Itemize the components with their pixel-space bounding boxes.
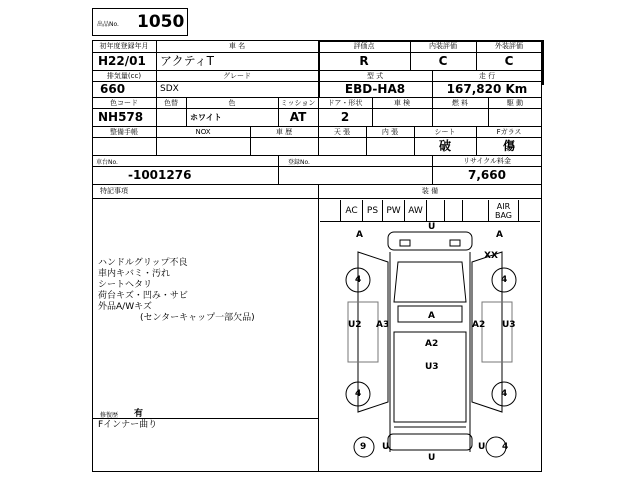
first-registration: H22/01 [98, 54, 146, 68]
note-line: 車内キバミ・汚れ [98, 269, 171, 279]
mark-rear-u1: U [382, 442, 390, 452]
recycle-fee-label: リサイクル料金 [462, 157, 512, 165]
mark-left-u2: U2 [348, 320, 362, 330]
equipment-slot [426, 200, 444, 222]
windshield-label: Fガラス [496, 128, 522, 136]
note-line: (センターキャップ一部欠品) [140, 313, 255, 323]
equipment-aw: AW [404, 200, 426, 222]
mark-front-left-a: A [356, 230, 363, 240]
note-line: シートヘタリ [98, 280, 153, 290]
repair-detail: Fインナー曲り [98, 420, 158, 430]
mark-rear-4: 4 [502, 442, 509, 452]
exterior-grade: C [504, 54, 514, 68]
lot-number-label: 出品No. [97, 21, 119, 28]
car-name-label: 車 名 [228, 42, 246, 50]
drive-label: 駆 動 [506, 99, 524, 107]
maintenance-book-label: 整備手帳 [110, 128, 138, 136]
mission-label: ミッション [280, 99, 316, 107]
interior-grade: C [438, 54, 448, 68]
equipment-label: 装 備 [421, 187, 439, 195]
mark-bed-u3: U3 [425, 362, 439, 372]
color-label: 色 [228, 99, 236, 107]
notes-label: 特記事項 [100, 187, 128, 195]
mark-xx: XX [484, 251, 498, 261]
note-line: ハンドルグリップ不良 [98, 258, 188, 268]
mark-tire-rl: 4 [355, 389, 362, 399]
equipment-ps: PS [362, 200, 382, 222]
displacement-label: 排気量(cc) [106, 72, 142, 80]
doors: 2 [340, 110, 350, 124]
displacement: 660 [100, 82, 126, 96]
nox-label: NOX [195, 128, 211, 136]
inspection-label: 車 検 [393, 99, 411, 107]
mileage-label: 走 行 [478, 72, 496, 80]
roof-lining-label: 天 張 [333, 128, 351, 136]
mark-rear-9: 9 [360, 442, 367, 452]
grade-label: グレード [223, 72, 251, 80]
note-line: 荷台キズ・凹み・サビ [98, 291, 188, 301]
score-label: 評価点 [353, 42, 375, 50]
repair-history-value: 有 [134, 409, 144, 419]
mark-left-a3: A3 [376, 320, 390, 330]
fuel-label: 燃 料 [451, 99, 469, 107]
mark-bed-a2: A2 [425, 339, 439, 349]
chassis-label: 車台No. [96, 159, 118, 166]
mark-tire-fr: 4 [501, 275, 508, 285]
registration-label: 登録No. [288, 159, 310, 166]
seat-condition: 破 [438, 139, 451, 153]
exterior-grade-label: 外装評価 [495, 42, 523, 50]
mileage: 167,820 Km [446, 82, 528, 96]
lot-number: 1050 [137, 12, 185, 32]
interior-grade-label: 内装評価 [429, 42, 457, 50]
equipment-slot [444, 200, 462, 222]
mark-front-u: U [428, 222, 436, 232]
equipment-pw: PW [382, 200, 404, 222]
equipment-airbag: AIR BAG [488, 200, 518, 222]
mark-front-right-a: A [496, 230, 503, 240]
grade: SDX [160, 84, 179, 94]
color: ホワイト [190, 113, 222, 122]
notes-list [98, 258, 308, 324]
repair-history-label: 修復歴 [100, 412, 119, 419]
car-name: アクティT [160, 54, 215, 68]
doors-label: ドア・形状 [327, 99, 363, 107]
mark-rear-u2: U [428, 453, 436, 463]
chassis-number: -1001276 [128, 168, 192, 182]
color-change-label: 色替 [164, 99, 178, 107]
year-label: 初年度登録年月 [99, 42, 149, 50]
mark-center-a: A [428, 311, 435, 321]
seat-label: シート [434, 128, 456, 136]
model-label: 型 式 [366, 72, 384, 80]
windshield-condition: 傷 [502, 139, 515, 153]
history-label: 車 歴 [275, 128, 293, 136]
interior-trim-label: 内 張 [381, 128, 399, 136]
score-value: R [359, 54, 369, 68]
mission: AT [289, 110, 307, 124]
mark-right-u3: U3 [502, 320, 516, 330]
note-line: 外品A/Wキズ [98, 302, 152, 312]
model-code: EBD-HA8 [344, 82, 406, 96]
mark-tire-rr: 4 [501, 389, 508, 399]
equipment-ac: AC [340, 200, 362, 222]
mark-tire-fl: 4 [355, 275, 362, 285]
color-code: NH578 [98, 110, 144, 124]
mark-right-a2: A2 [472, 320, 486, 330]
lot-number-box [92, 8, 188, 36]
mark-rear-u3: U [478, 442, 486, 452]
color-code-label: 色コード [110, 99, 138, 107]
equipment-slot [462, 200, 488, 222]
recycle-fee: 7,660 [468, 168, 506, 182]
